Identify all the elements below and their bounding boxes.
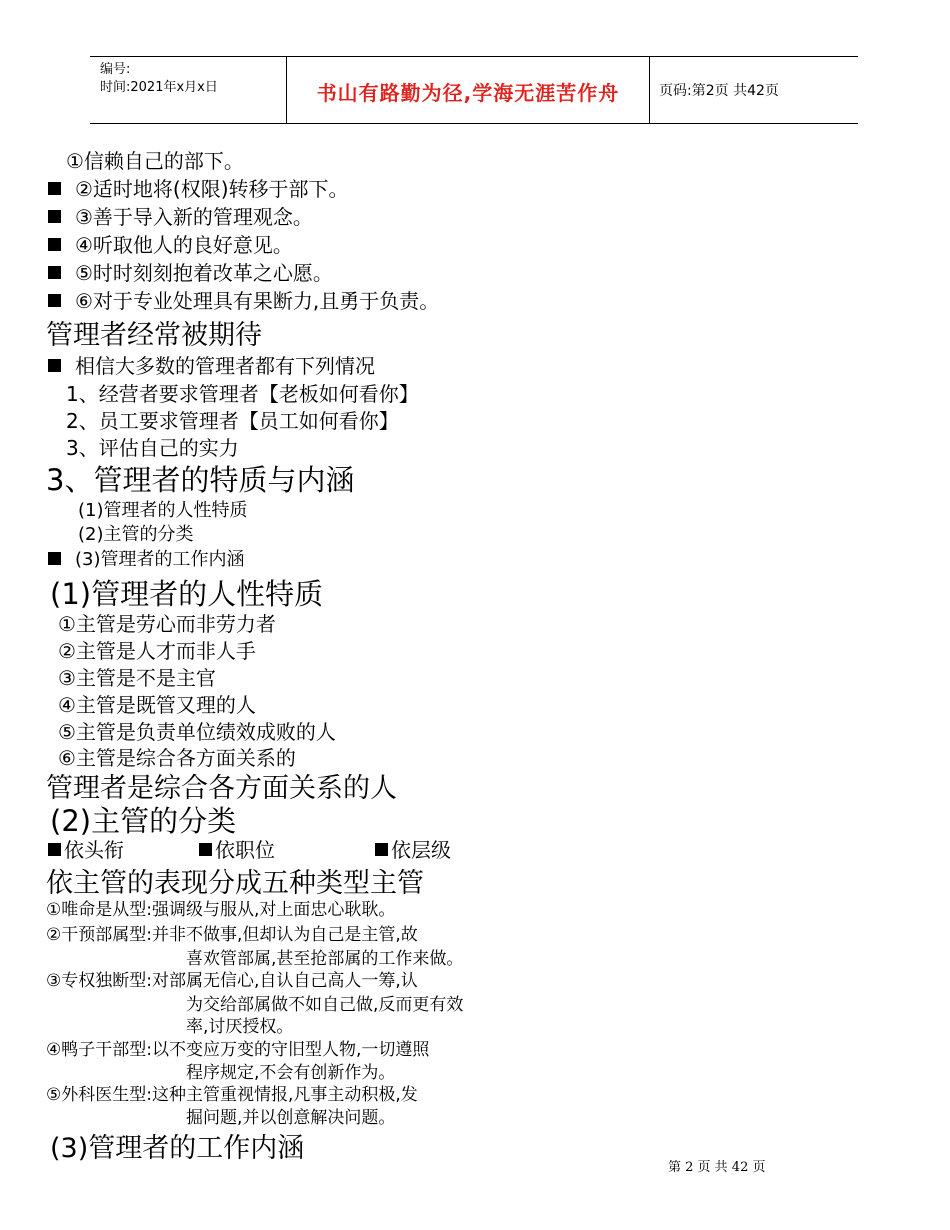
section-title: 管理者经常被期待 <box>46 320 262 351</box>
type-item-continued: 为交给部属做不如自己做,反而更有效 <box>186 995 464 1015</box>
header-motto: 书山有路勤为径,学海无涯苦作舟 <box>316 81 620 105</box>
square-bullet-icon <box>48 294 61 307</box>
list-item: (2)主管的分类 <box>78 524 194 545</box>
list-item: (1)管理者的人性特质 <box>78 500 248 521</box>
list-item: ⑥主管是综合各方面关系的 <box>58 746 296 770</box>
list-item: 3、评估自己的实力 <box>66 436 239 460</box>
list-item: ③善于导入新的管理观念。 <box>48 201 313 230</box>
category-item: 依头衔 <box>48 834 124 863</box>
type-item-continued: 喜欢管部属,甚至抢部属的工作来做。 <box>186 949 464 969</box>
list-item: ⑤主管是负责单位绩效成败的人 <box>58 720 336 744</box>
square-bullet-icon <box>48 182 61 195</box>
subsection-title: 依主管的表现分成五种类型主管 <box>46 868 424 899</box>
list-item: ①信赖自己的部下。 <box>66 149 244 173</box>
section-title: 3、管理者的特质与内涵 <box>46 463 355 497</box>
square-bullet-icon <box>48 238 61 251</box>
list-item: (3)管理者的工作内涵 <box>48 545 245 571</box>
type-item: ⑤外科医生型:这种主管重视情报,凡事主动积极,发 <box>46 1085 418 1105</box>
header-divider <box>649 57 650 123</box>
code-label: 编号: <box>100 62 131 77</box>
square-bullet-icon <box>199 843 212 856</box>
header-page-info: 页码:第2页 共42页 <box>659 83 779 99</box>
square-bullet-icon <box>375 843 388 856</box>
conclusion-text: 管理者是综合各方面关系的人 <box>46 773 397 804</box>
page-footer: 第 2 页 共 42 页 <box>668 1160 766 1175</box>
type-item: ③专权独断型:对部属无信心,自认自己高人一筹,认 <box>46 971 418 991</box>
list-item: ③主管是不是主官 <box>58 666 216 690</box>
square-bullet-icon <box>48 843 61 856</box>
subsection-title: (2)主管的分类 <box>50 804 237 838</box>
type-item: ②干预部属型:并非不做事,但却认为自己是主管,故 <box>46 925 418 945</box>
square-bullet-icon <box>48 552 61 565</box>
subsection-title: (3)管理者的工作内涵 <box>50 1133 305 1164</box>
square-bullet-icon <box>48 266 61 279</box>
page-header <box>90 56 858 124</box>
square-bullet-icon <box>48 210 61 223</box>
list-item: ①主管是劳心而非劳力者 <box>58 612 276 636</box>
list-item: 1、经营者要求管理者【老板如何看你】 <box>66 382 419 406</box>
type-item: ①唯命是从型:强调级与服从,对上面忠心耿耿。 <box>46 900 396 920</box>
square-bullet-icon <box>48 359 61 372</box>
header-meta <box>100 61 218 97</box>
list-item: ④听取他人的良好意见。 <box>48 229 293 258</box>
type-item-continued: 率,讨厌授权。 <box>186 1017 294 1037</box>
list-item: ⑥对于专业处理具有果断力,且勇于负责。 <box>48 285 439 314</box>
list-item: ②适时地将(权限)转移于部下。 <box>48 173 349 202</box>
type-item-continued: 程序规定,不会有创新作为。 <box>186 1063 396 1083</box>
list-item: 2、员工要求管理者【员工如何看你】 <box>66 409 399 433</box>
list-item: ④主管是既管又理的人 <box>58 693 256 717</box>
list-item: ②主管是人才而非人手 <box>58 639 256 663</box>
category-item: 依层级 <box>375 834 451 863</box>
list-item: ⑤时时刻刻抱着改革之心愿。 <box>48 257 333 286</box>
time-label: 时间:2021年x月x日 <box>100 80 218 95</box>
subsection-title: (1)管理者的人性特质 <box>50 577 324 611</box>
type-item-continued: 掘问题,并以创意解决问题。 <box>186 1108 396 1128</box>
type-item: ④鸭子干部型:以不变应万变的守旧型人物,一切遵照 <box>46 1040 430 1060</box>
category-item: 依职位 <box>199 834 275 863</box>
list-item: 相信大多数的管理者都有下列情况 <box>48 350 375 379</box>
